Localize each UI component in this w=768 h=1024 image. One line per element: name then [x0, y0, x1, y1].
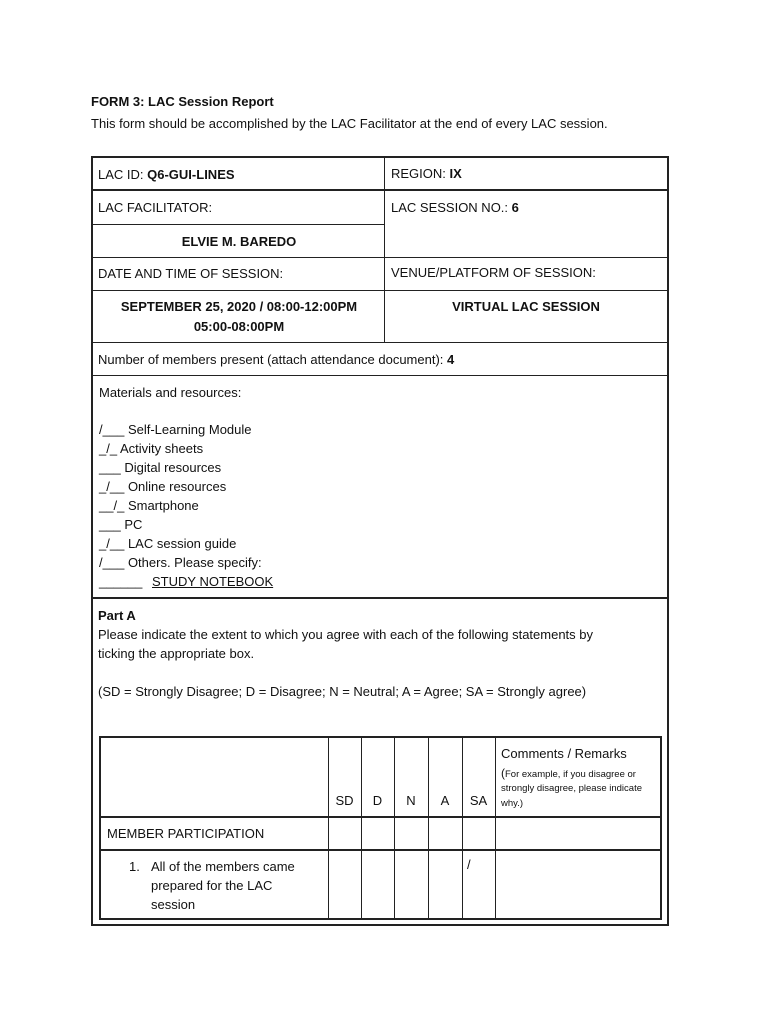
date-time-value-line1: SEPTEMBER 25, 2020 / 08:00-12:00PM: [120, 299, 358, 314]
material-label: Smartphone: [127, 498, 199, 513]
region-label: REGION:: [391, 166, 446, 181]
material-item: [99, 517, 142, 532]
row-divider: [93, 375, 667, 376]
part-a-instruction-line2: ticking the appropriate box.: [98, 646, 255, 661]
row-divider: [93, 342, 667, 343]
row-divider: [93, 189, 667, 191]
row-number: 1.: [129, 859, 140, 874]
comments-note-line3: why.): [501, 798, 523, 809]
material-item: [99, 498, 199, 513]
material-mark: /___: [99, 422, 125, 437]
lac-id-field: [98, 167, 235, 182]
material-label: Self-Learning Module: [127, 422, 252, 437]
members-present-label: Number of members present (attach attendance document):: [98, 352, 444, 367]
part-a-heading: Part A: [98, 608, 136, 623]
lac-session-form: [91, 156, 669, 926]
material-item: [99, 479, 226, 494]
row-divider: [93, 257, 667, 258]
row-divider: [101, 849, 660, 851]
column-divider: [384, 158, 385, 343]
form-title: FORM 3: LAC Session Report: [91, 94, 274, 109]
part-a-instruction-line1: Please indicate the extent to which you agree with each of the following statements by: [98, 627, 594, 642]
material-mark: ___: [99, 460, 121, 475]
comments-note-line2: strongly disagree, please indicate: [501, 783, 643, 794]
row-text-line3: session: [151, 897, 196, 912]
material-mark: _/__: [99, 479, 125, 494]
column-header-sa: SA: [469, 793, 488, 808]
column-divider: [495, 738, 496, 918]
column-divider: [428, 738, 429, 918]
lac-id-value: Q6-GUI-LINES: [147, 167, 235, 182]
facilitator-value: ELVIE M. BAREDO: [181, 234, 297, 249]
members-present-field: [98, 352, 454, 367]
column-divider: [361, 738, 362, 918]
row-text-line2: prepared for the LAC: [151, 878, 273, 893]
row-text-line1: All of the members came: [151, 859, 295, 874]
date-time-label: DATE AND TIME OF SESSION:: [98, 266, 284, 281]
session-no-value: 6: [511, 200, 519, 215]
material-label: Activity sheets: [119, 441, 204, 456]
row-divider: [93, 597, 667, 599]
material-mark: /___: [99, 555, 125, 570]
material-label: Digital resources: [124, 460, 222, 475]
comments-note-paren: (: [501, 766, 505, 780]
material-item: [99, 460, 221, 475]
material-label: Online resources: [127, 479, 227, 494]
session-no-field: [391, 200, 519, 215]
row-divider: [101, 816, 660, 818]
material-mark: ___: [99, 517, 121, 532]
venue-label: VENUE/PLATFORM OF SESSION:: [391, 265, 596, 280]
rating-legend: (SD = Strongly Disagree; D = Disagree; N = Neutral; A = Agree; SA = Strongly agree): [98, 684, 587, 699]
material-item: [99, 441, 203, 456]
materials-heading: Materials and resources:: [99, 385, 242, 400]
material-label: LAC session guide: [127, 536, 237, 551]
others-blank: ______: [99, 574, 143, 589]
comments-header: Comments / Remarks: [501, 746, 627, 761]
column-header-d: D: [372, 793, 383, 808]
column-divider: [394, 738, 395, 918]
region-field: [391, 166, 462, 181]
material-mark: __/_: [99, 498, 125, 513]
session-no-label: LAC SESSION NO.:: [391, 200, 509, 215]
material-item: [99, 536, 236, 551]
column-header-n: N: [406, 793, 416, 808]
material-mark: _/_: [99, 441, 118, 456]
others-value: STUDY NOTEBOOK: [152, 574, 274, 589]
material-mark: _/__: [99, 536, 125, 551]
lac-id-label: LAC ID:: [98, 167, 144, 182]
others-specify-line: [99, 574, 273, 589]
members-present-value: 4: [447, 352, 455, 367]
date-time-value-line2: 05:00-08:00PM: [193, 319, 285, 334]
row-divider: [93, 290, 667, 291]
material-item: [99, 555, 262, 570]
material-item: [99, 422, 252, 437]
column-divider: [462, 738, 463, 918]
column-header-a: A: [440, 793, 450, 808]
sa-tick-mark: /: [467, 857, 471, 872]
material-label: PC: [124, 517, 143, 532]
section-label: MEMBER PARTICIPATION: [107, 826, 265, 841]
facilitator-label: LAC FACILITATOR:: [98, 200, 213, 215]
material-label: Others. Please specify:: [127, 555, 262, 570]
comments-note-line1: For example, if you disagree or: [505, 769, 636, 780]
column-divider: [328, 738, 329, 918]
comments-note: [501, 766, 636, 782]
rating-table: [99, 736, 662, 920]
column-header-sd: SD: [335, 793, 354, 808]
form-subtitle: This form should be accomplished by the LAC Facilitator at the end of every LAC session.: [91, 116, 608, 131]
row-divider: [93, 224, 385, 225]
region-value: IX: [449, 166, 462, 181]
venue-value: VIRTUAL LAC SESSION: [452, 299, 600, 314]
